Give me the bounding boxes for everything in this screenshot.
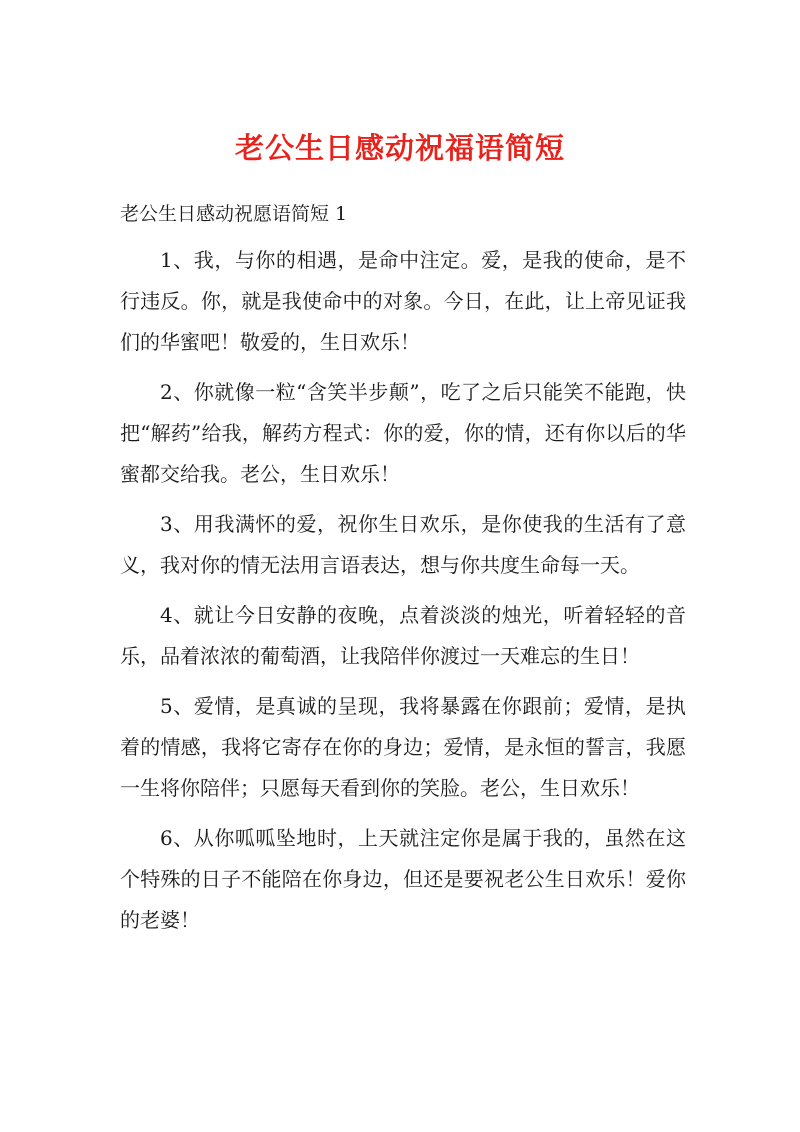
section-heading: 老公生日感动祝愿语简短 1	[120, 203, 348, 225]
paragraph-2: 2、你就像一粒“含笑半步颠”，吃了之后只能笑不能跑，快把“解药”给我，解药方程式：你的爱，你的情，还有你以后的华蜜都交给我。老公，生日欢乐！	[120, 380, 686, 486]
paragraph-1: 1、我，与你的相遇，是命中注定。爱，是我的使命，是不行违反。你，就是我使命中的对象。今日，在此，让上帝见证我们的华蜜吧！敬爱的，生日欢乐！	[120, 248, 686, 354]
paragraph-4: 4、就让今日安静的夜晚，点着淡淡的烛光，听着轻轻的音乐，品着浓浓的葡萄酒，让我陪伴你渡过一天难忘的生日！	[120, 603, 686, 668]
document-title: 老公生日感动祝福语简短	[234, 131, 565, 165]
paragraph-6: 6、从你呱呱坠地时，上天就注定你是属于我的，虽然在这个特殊的日子不能陪在你身边，但还是要祝老公生日欢乐！爱你的老婆！	[120, 826, 686, 932]
paragraph-3: 3、用我满怀的爱，祝你生日欢乐，是你使我的生活有了意义，我对你的情无法用言语表达，想与你共度生命每一天。	[120, 512, 686, 577]
document-body	[120, 240, 686, 950]
paragraph-5: 5、爱情，是真诚的呈现，我将暴露在你跟前；爱情，是执着的情感，我将它寄存在你的身边；爱情，是永恒的誓言，我愿一生将你陪伴；只愿每天看到你的笑脸。老公，生日欢乐！	[120, 694, 686, 800]
